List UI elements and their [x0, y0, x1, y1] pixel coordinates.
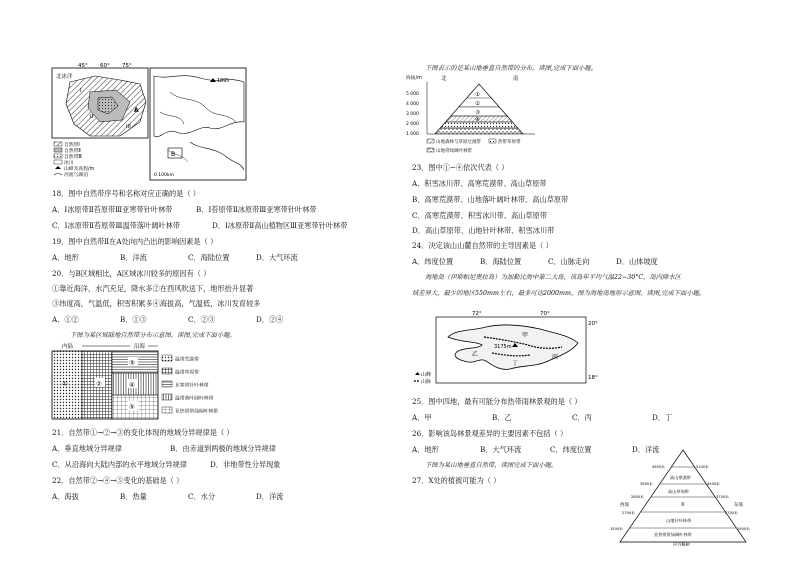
glacier-map-figure	[50, 62, 250, 184]
q24-stem: 24．决定该山山麓自然带的主导因素是（ ）	[412, 241, 553, 250]
zone-legend-1: 温带荒漠带	[175, 357, 199, 363]
q26-option-d[interactable]: D．洋流	[632, 445, 660, 454]
q20-option-b[interactable]: B．①③	[120, 315, 147, 324]
q23-option-d[interactable]: D．高山草原带、山地针叶林带、积雪冰川带	[412, 226, 555, 235]
q26-option-c[interactable]: C．纬度位置	[550, 445, 592, 454]
q22-option-a[interactable]: A．海拔	[52, 492, 79, 501]
intro-q23: 下图表示的是某山地垂直自然带的分布。读图,完成下面小题。	[425, 65, 598, 72]
inland-label: 内陆	[62, 344, 74, 350]
q20-option-d[interactable]: D．②④	[256, 315, 284, 324]
q24-option-d[interactable]: D．山体坡度	[616, 257, 658, 266]
legend-zone-1: 自然带Ⅰ	[64, 143, 80, 148]
q25-option-a[interactable]: A．甲	[412, 413, 432, 422]
island-legend-range: 山脉	[421, 379, 432, 385]
tri-band-3: 山地针叶林带	[666, 518, 692, 523]
q24-option-a[interactable]: A．纬度位置	[412, 257, 454, 266]
intro-q21: 下图为某区域陆地自然带分布示意图。读图,完成下面小题。	[70, 332, 236, 339]
vertical-zone-triangle-figure	[608, 446, 758, 546]
mtn-num-2: ②	[475, 101, 480, 107]
mtn-num-4: ④	[475, 117, 480, 123]
island-peak-elev: 3175m	[494, 344, 512, 350]
q21-option-d[interactable]: D．非地带性分异现象	[210, 460, 281, 469]
tri-left-elev-2: 3900米	[640, 482, 653, 486]
q18-option-c[interactable]: C．Ⅰ冰原带Ⅱ苔原带Ⅲ温带落叶阔叶林带	[52, 221, 180, 230]
island-lat-18: 18°	[588, 375, 598, 381]
inset-b-label: B	[171, 151, 176, 158]
island-lat-20: 20°	[588, 321, 598, 327]
q18-option-b[interactable]: B．Ⅰ苔原带Ⅱ冰原带Ⅲ亚寒带针叶林带	[196, 205, 317, 214]
inset-scale: 0 100km	[154, 173, 174, 178]
mtn-legend-1: 山地森林与草原过渡带	[436, 140, 481, 145]
legend-peak: 山峰及高程/m	[64, 167, 95, 172]
lon-label-45: 45°	[78, 63, 88, 69]
zone-num-5: ⑤	[129, 403, 135, 411]
legend-glacier: 冰川	[64, 161, 74, 166]
tri-right-elev-3: 3700米	[716, 495, 729, 499]
q21-option-a[interactable]: A．垂直地域分异规律	[52, 444, 122, 453]
inset-map-frame	[150, 68, 246, 180]
q26-option-a[interactable]: A．地形	[412, 445, 439, 454]
q20-options	[52, 315, 324, 324]
zone-num-1: ①	[62, 380, 68, 388]
mtn-legend-2: 热带草原带	[498, 140, 521, 145]
q25-stem: 25．图中四地，最有可能分布热带雨林景观的是（ ）	[412, 397, 582, 406]
island-map-figure	[412, 309, 602, 389]
q25-option-d[interactable]: D．丁	[652, 413, 673, 422]
point-a-label: A	[134, 107, 139, 114]
zone-legend-5: 亚热带常绿阔叶林带	[175, 409, 219, 415]
tri-band-1: 高山寒漠带	[670, 475, 691, 480]
q18-option-a[interactable]: A．Ⅰ冰原带Ⅱ苔原带Ⅲ亚寒带针叶林带	[52, 205, 173, 214]
tri-right-elev-5: 1900米	[737, 527, 750, 531]
tri-band-4: 亚热带常绿阔叶林带	[654, 532, 692, 537]
island-point-ding: 丁	[512, 360, 519, 367]
q19-options	[52, 253, 324, 262]
north-ice-label: 北冰洋	[56, 74, 73, 80]
q18-option-d[interactable]: D．Ⅰ冰原带Ⅱ高山植物区Ⅲ亚寒带针叶林带	[212, 221, 348, 230]
island-point-yi: 乙	[472, 351, 479, 358]
q25-option-c[interactable]: C．丙	[572, 413, 592, 422]
legend-river: 河流与湖泊	[64, 173, 88, 178]
tri-right-elev-2: 4500米	[707, 482, 720, 486]
q22-options	[52, 492, 324, 501]
tri-band-2: 高山草甸带	[668, 489, 689, 494]
q24-option-c[interactable]: C．山脉走向	[548, 257, 590, 266]
q26-stem: 26．影响该岛林景观差异的主要因素不包括（ ）	[412, 429, 568, 438]
tri-east-slope: 东坡	[734, 503, 743, 508]
tri-left-elev-1: 4900米	[652, 465, 665, 469]
peak-elevation: 1895	[217, 79, 230, 84]
q22-option-c[interactable]: C．水分	[188, 492, 216, 501]
mtn-north: 北	[441, 76, 447, 82]
q25-options	[412, 413, 672, 422]
q23-stem: 23．图中①~④依次代表（ ）	[412, 163, 509, 172]
q21-option-b[interactable]: B．由赤道到两极的地域分异规律	[170, 444, 276, 453]
q23-option-c[interactable]: C．高寒荒漠带、积雪冰川带、高山草原带	[412, 211, 547, 220]
q23-option-a[interactable]: A．积雪冰川带、高寒荒漠带、高山草原带	[412, 179, 547, 188]
zone-legend-2: 温带草原带	[175, 370, 199, 376]
zone-num-2: ②	[96, 380, 102, 388]
intro-q25-line2: 域差异大，最少的地区550mm左右，最多可达2000mm。图为海地岛地形示意图。读图,完成下面小题。	[412, 290, 706, 297]
tri-left-elev-5: 1500米	[610, 527, 623, 531]
q23-option-b[interactable]: B．高寒荒漠带、山地落叶阔叶林带、高山草原带	[412, 195, 569, 204]
q24-option-b[interactable]: B．海陆位置	[480, 257, 522, 266]
q19-option-a[interactable]: A．地形	[52, 253, 79, 262]
tri-left-elev-4: 2700米	[622, 511, 635, 515]
q25-option-b[interactable]: B．乙	[492, 413, 512, 422]
legend-zone-3: 自然带Ⅲ	[64, 155, 82, 160]
q19-option-d[interactable]: D．大气环流	[256, 253, 298, 262]
mtn-tick-1000: 1 000	[406, 132, 419, 137]
island-point-jia: 甲	[522, 332, 529, 339]
zone-num-4: ④	[129, 381, 135, 389]
tri-left-elev-3: 2800米	[631, 495, 644, 499]
mtn-tick-5000: 5 000	[406, 92, 419, 97]
q20-line1: ①靠近海洋，水汽充足，降水多②在西风吹送下，地形抬升显著	[52, 284, 254, 293]
mtn-tick-2000: 2 000	[406, 122, 419, 127]
q21-option-c[interactable]: C．从沿海向大陆内部的水平地域分异规律	[52, 460, 187, 469]
mtn-num-1: ①	[475, 92, 480, 98]
zone-legend-3: 亚寒带针叶林带	[175, 383, 209, 389]
q20-line2: ③纬度高，气温低，积雪积累多④海拔高，气温低，冰川发育较多	[52, 299, 261, 308]
q22-option-d[interactable]: D．洋流	[256, 492, 284, 501]
tri-right-elev-4: 2700米	[725, 511, 738, 515]
tri-x-label: X	[681, 502, 685, 508]
mountain-zone-figure	[405, 74, 550, 160]
mtn-tick-3000: 3 000	[406, 112, 419, 117]
lon-label-75: 75°	[122, 63, 132, 69]
q22-stem: 22．自然带②→④→⑤变化的基础是（ ）	[52, 476, 184, 485]
mtn-south: 南	[513, 76, 519, 82]
intro-q25-line1: 海地岛（伊斯帕尼奥拉岛）为加勒比海中第二大岛，该岛年平均气温22−30°C，岛内降水区	[425, 274, 681, 281]
tri-west-slope: 西坡	[620, 503, 629, 508]
mtn-unit: 海拔/m	[406, 76, 422, 81]
roman-iii: III	[126, 124, 131, 130]
q20-option-a[interactable]: A．①②	[52, 315, 79, 324]
roman-ii: II	[90, 114, 94, 120]
q24-options	[412, 257, 684, 266]
q19-option-c[interactable]: C．海陆位置	[188, 253, 230, 262]
q22-option-b[interactable]: B．热量	[120, 492, 147, 501]
mtn-legend-3: 山地常绿阔叶林带	[436, 149, 472, 154]
island-lon-72: 72°	[472, 311, 482, 317]
legend-zone-2: 自然带Ⅱ	[64, 149, 81, 154]
q19-option-b[interactable]: B．洋流	[120, 253, 147, 262]
q26-option-b[interactable]: B．大气环流	[480, 445, 522, 454]
zone-num-3: ③	[129, 359, 135, 367]
roman-i: I	[80, 88, 82, 94]
island-legend-peak: 山峰	[421, 372, 432, 378]
q18-stem: 18．图中自然带序号和名称对应正确的是（ ）	[52, 189, 200, 198]
q20-stem: 20．与B区域相比，A区域冰川较多的原因有（ ）	[52, 269, 211, 278]
tri-band-5: 河谷稀树	[673, 542, 690, 546]
mtn-num-3: ③	[475, 110, 480, 116]
zone-legend-4: 温带落叶阔叶林带	[175, 396, 214, 402]
island-point-bing: 丙	[552, 354, 559, 361]
q21-stem: 21．自然带①→②→③的变化体现的地域分异规律是（ ）	[52, 428, 234, 437]
q19-stem: 19．图中自然带Ⅱ在A处向内凸出的影响因素是（ ）	[52, 237, 218, 246]
tri-right-elev-1: 5100米	[696, 465, 709, 469]
island-lon-70: 70°	[540, 311, 550, 317]
lon-label-60: 60°	[100, 63, 110, 69]
intro-q27: 下图为某山地垂直自然带，读图完成下面小题。	[425, 462, 558, 469]
mtn-tick-4000: 4 000	[406, 102, 419, 107]
zone-distribution-figure	[50, 341, 250, 421]
q27-stem: 27．X处的植被可能为（ ）	[412, 476, 501, 485]
q20-option-c[interactable]: C．②③	[188, 315, 216, 324]
coast-label: 沿海	[134, 344, 146, 350]
